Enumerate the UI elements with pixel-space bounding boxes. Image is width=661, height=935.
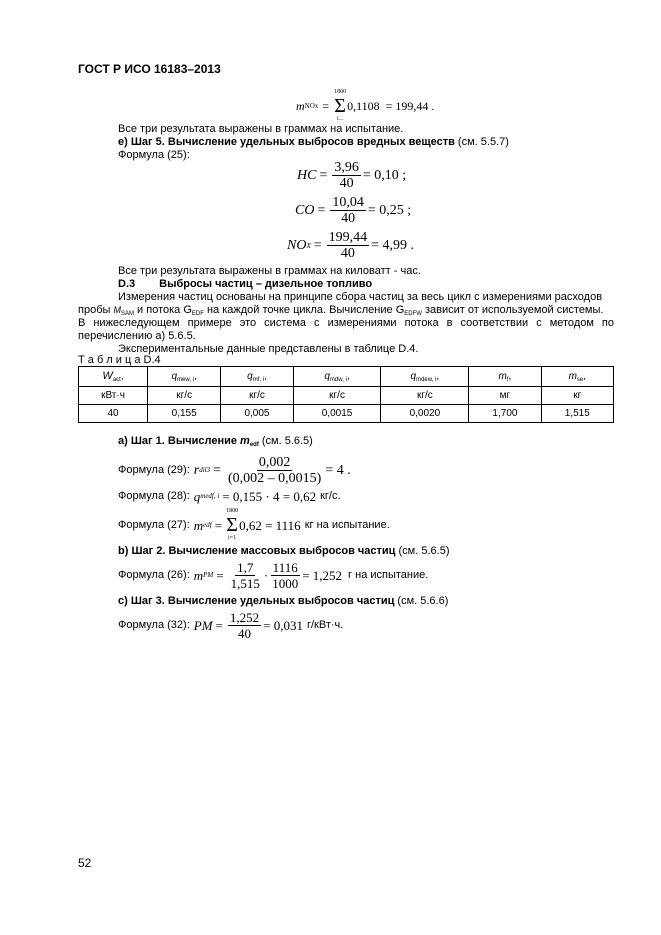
formula-29: Формула (29): r dil3 = $\frac{0,002}{(0,002 - 0,0015)}$ = 4 . [118, 454, 351, 486]
table-unit-cell: мг [469, 387, 541, 405]
step3-heading: c) Шаг 3. Вычисление удельных выбросов частиц (см. 5.6.6) [118, 595, 449, 607]
table-cell: 1,700 [469, 405, 541, 423]
table-header-row [79, 367, 614, 387]
table-cell: 0,0015 [293, 405, 381, 423]
paragraph-table-reference: Экспериментальные данные представлены в таблице D.4. [118, 343, 419, 355]
equation-co: CO = $\frac{10,04}{40}$ = 0,25 ; [295, 195, 412, 226]
step1-heading: a) Шаг 1. Вычисление medf (см. 5.6.5) [118, 435, 313, 448]
formula-26: Формула (26): m PM = $\frac{1,7}{1,515}$ · $\frac{1116}{1000}$ = 1,252 г на испытание. [118, 559, 429, 591]
page-number: 52 [78, 856, 92, 870]
section-d3-heading: D.3 Выбросы частиц – дизельное топливо [118, 278, 373, 290]
sum-symbol: 1800 Σ i... [334, 89, 347, 122]
paragraph-line-4: перечислению а) 5.6.5. [78, 330, 196, 342]
step5-heading: e) Шаг 5. Вычисление удельных выбросов вредных веществ (см. 5.5.7) [118, 136, 509, 148]
paragraph-line-2: пробы MSAM и потока GEDF на каждой точке цикла. Вычисление GEDFW зависит от используемой системы. [78, 304, 604, 317]
table-row [79, 405, 614, 423]
table-unit-cell: кг/с [381, 387, 469, 405]
table-unit-cell: кг/с [148, 387, 221, 405]
table-cell: 0,005 [221, 405, 293, 423]
table-header-cell: $q_{mf, i}$, [221, 367, 293, 387]
paragraph-line-1: Измерения частиц основаны на принципе сбора частиц за весь цикл с измерениями расходов [118, 291, 603, 303]
table-header-cell: $q_{mdw, i}$, [293, 367, 381, 387]
equation-hc: HC = $\frac{3,96}{40}$ = 0,10 ; [297, 160, 407, 191]
table-header-cell: $m_{se}$, [541, 367, 613, 387]
text-results-grams-test: Все три результата выражены в граммах на испытание. [118, 123, 404, 135]
sum-symbol: 1800 Σ i=1 [226, 508, 239, 541]
table-unit-cell: кг/с [293, 387, 381, 405]
paragraph-line-3: В нижеследующем примере это система с измерениями потока в соответствии с методом по [78, 317, 614, 329]
formula-27: Формула (27): m edf = 1800 Σ i=1 0,62 = 1116 кг на испытание. [118, 508, 390, 541]
table-header-cell: $W_{act}$, [79, 367, 148, 387]
table-cell: 0,155 [148, 405, 221, 423]
table-caption: Т а б л и ц а D.4 [78, 354, 161, 366]
table-unit-cell: кг/с [221, 387, 293, 405]
table-header-cell: $m_f$, [469, 367, 541, 387]
table-unit-cell: кг [541, 387, 613, 405]
formula-25-label: Формула (25): [118, 149, 190, 161]
table-unit-cell: кВт·ч [79, 387, 148, 405]
table-cell: 1,515 [541, 405, 613, 423]
table-header-cell: $q_{mew, i}$, [148, 367, 221, 387]
table-cell: 40 [79, 405, 148, 423]
table-cell: 0,0020 [381, 405, 469, 423]
formula-28: Формула (28): q medf, i = 0,155 · 4 = 0,62 кг/с. [118, 488, 341, 504]
step2-heading: b) Шаг 2. Вычисление массовых выбросов частиц (см. 5.6.5) [118, 545, 450, 557]
table-header-cell: $q_{mdew, i}$, [381, 367, 469, 387]
formula-32: Формула (32): PM = $\frac{1,252}{40}$ = 0,031 г/кВт·ч. [118, 609, 344, 641]
document-header: ГОСТ Р ИСО 16183–2013 [78, 62, 221, 76]
equation-nox: NO X = $\frac{199,44}{40}$ = 4,99 . [287, 230, 415, 261]
text-results-grams-kwh: Все три результата выражены в граммах на киловатт - час. [118, 265, 421, 277]
data-table-d4 [78, 366, 614, 423]
table-units-row [79, 387, 614, 405]
equation-nox-mass: m NOx = 1800 Σ i... 0,1108 = 199,44 . [296, 89, 435, 122]
